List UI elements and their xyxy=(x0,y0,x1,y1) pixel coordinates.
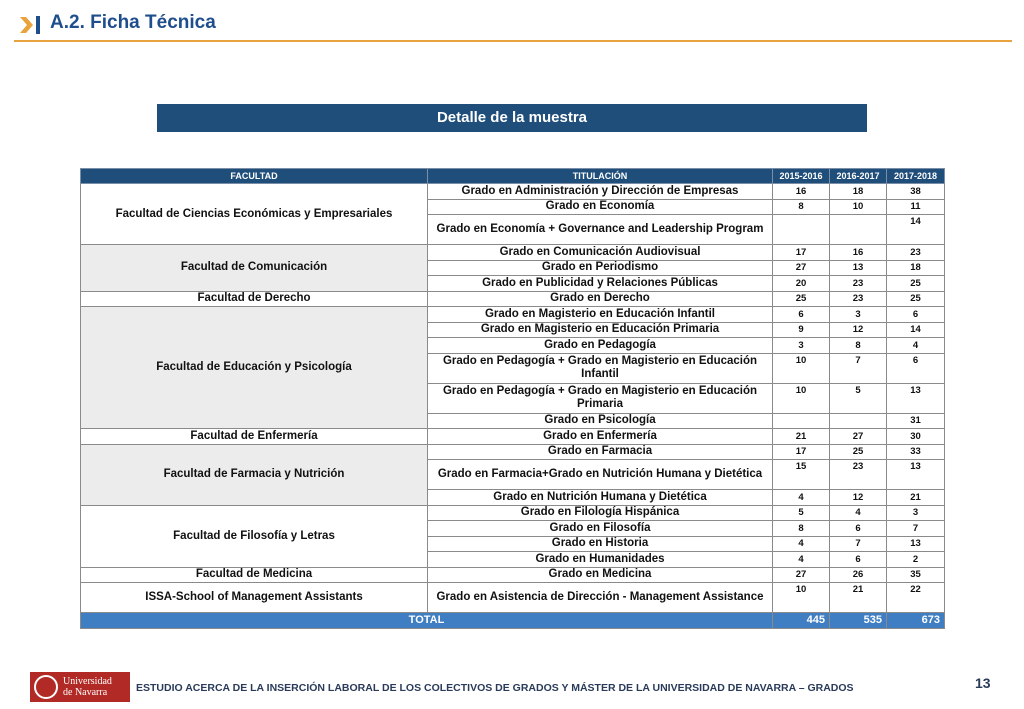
table-row xyxy=(81,245,945,261)
degree-cell: Grado en Periodismo xyxy=(428,260,773,276)
value-cell: 6 xyxy=(830,521,887,537)
degree-cell: Grado en Nutrición Humana y Dietética xyxy=(428,490,773,506)
degree-cell: Grado en Psicología xyxy=(428,413,773,429)
value-cell: 23 xyxy=(830,291,887,307)
value-cell: 18 xyxy=(830,184,887,200)
value-cell: 27 xyxy=(773,260,830,276)
degree-cell: Grado en Enfermería xyxy=(428,429,773,445)
degree-cell: Grado en Asistencia de Dirección - Management Assistance xyxy=(428,583,773,613)
value-cell: 3 xyxy=(830,307,887,323)
table-row xyxy=(81,291,945,307)
value-cell: 13 xyxy=(887,460,945,490)
column-header-degree: TITULACIÓN xyxy=(428,169,773,184)
value-cell: 21 xyxy=(887,490,945,506)
value-cell: 27 xyxy=(773,567,830,583)
degree-cell: Grado en Filosofía xyxy=(428,521,773,537)
table-header-row xyxy=(81,169,945,184)
value-cell: 15 xyxy=(773,460,830,490)
table-row xyxy=(81,567,945,583)
value-cell: 25 xyxy=(887,291,945,307)
value-cell: 9 xyxy=(773,322,830,338)
value-cell: 23 xyxy=(830,276,887,292)
value-cell: 38 xyxy=(887,184,945,200)
value-cell: 30 xyxy=(887,429,945,445)
column-header-2016-2017: 2016-2017 xyxy=(830,169,887,184)
degree-cell: Grado en Publicidad y Relaciones Públicas xyxy=(428,276,773,292)
value-cell: 10 xyxy=(773,583,830,613)
degree-cell: Grado en Pedagogía + Grado en Magisterio en Educación Infantil xyxy=(428,353,773,383)
degree-cell: Grado en Administración y Dirección de Empresas xyxy=(428,184,773,200)
value-cell xyxy=(773,413,830,429)
value-cell: 35 xyxy=(887,567,945,583)
table-row xyxy=(81,184,945,200)
value-cell: 4 xyxy=(773,536,830,552)
value-cell: 6 xyxy=(887,353,945,383)
degree-cell: Grado en Farmacia+Grado en Nutrición Humana y Dietética xyxy=(428,460,773,490)
logo-text: Universidad de Navarra xyxy=(63,676,112,698)
value-cell xyxy=(773,215,830,245)
value-cell: 25 xyxy=(887,276,945,292)
value-cell: 18 xyxy=(887,260,945,276)
value-cell: 20 xyxy=(773,276,830,292)
value-cell: 26 xyxy=(830,567,887,583)
value-cell: 10 xyxy=(773,383,830,413)
degree-cell: Grado en Medicina xyxy=(428,567,773,583)
degree-cell: Grado en Filología Hispánica xyxy=(428,505,773,521)
column-header-2015-2016: 2015-2016 xyxy=(773,169,830,184)
value-cell: 17 xyxy=(773,444,830,460)
value-cell xyxy=(830,413,887,429)
column-header-faculty: FACULTAD xyxy=(81,169,428,184)
value-cell: 6 xyxy=(887,307,945,323)
footer-title: ESTUDIO ACERCA DE LA INSERCIÓN LABORAL DE LOS COLECTIVOS DE GRADOS Y MÁSTER DE LA UNIVERSIDAD DE NAVARRA – GRADOS xyxy=(136,682,854,694)
total-row xyxy=(81,613,945,629)
value-cell: 4 xyxy=(887,338,945,354)
value-cell: 8 xyxy=(773,199,830,215)
degree-cell: Grado en Humanidades xyxy=(428,552,773,568)
value-cell: 5 xyxy=(830,383,887,413)
value-cell: 23 xyxy=(830,460,887,490)
table-row xyxy=(81,505,945,521)
degree-cell: Grado en Economía xyxy=(428,199,773,215)
header-bar xyxy=(14,10,1012,42)
value-cell: 7 xyxy=(830,536,887,552)
table-row xyxy=(81,444,945,460)
value-cell: 8 xyxy=(830,338,887,354)
value-cell: 25 xyxy=(773,291,830,307)
degree-cell: Grado en Comunicación Audiovisual xyxy=(428,245,773,261)
value-cell: 2 xyxy=(887,552,945,568)
total-label: TOTAL xyxy=(81,613,773,629)
value-cell: 11 xyxy=(887,199,945,215)
chevron-right-icon xyxy=(18,14,44,36)
value-cell: 27 xyxy=(830,429,887,445)
value-cell: 10 xyxy=(830,199,887,215)
degree-cell: Grado en Derecho xyxy=(428,291,773,307)
faculty-cell: Facultad de Filosofía y Letras xyxy=(81,505,428,567)
section-banner: Detalle de la muestra xyxy=(157,104,867,132)
value-cell: 12 xyxy=(830,322,887,338)
degree-cell: Grado en Farmacia xyxy=(428,444,773,460)
degree-cell: Grado en Pedagogía + Grado en Magisterio en Educación Primaria xyxy=(428,383,773,413)
value-cell: 4 xyxy=(773,552,830,568)
value-cell: 3 xyxy=(887,505,945,521)
degree-cell: Grado en Magisterio en Educación Primaria xyxy=(428,322,773,338)
degree-cell: Grado en Pedagogía xyxy=(428,338,773,354)
value-cell: 13 xyxy=(830,260,887,276)
degree-cell: Grado en Historia xyxy=(428,536,773,552)
faculty-cell: Facultad de Educación y Psicología xyxy=(81,307,428,429)
faculty-cell: Facultad de Derecho xyxy=(81,291,428,307)
page-number: 13 xyxy=(975,675,991,691)
faculty-cell: Facultad de Comunicación xyxy=(81,245,428,292)
value-cell: 4 xyxy=(773,490,830,506)
value-cell: 25 xyxy=(830,444,887,460)
value-cell: 23 xyxy=(887,245,945,261)
faculty-cell: Facultad de Enfermería xyxy=(81,429,428,445)
value-cell: 21 xyxy=(773,429,830,445)
faculty-cell: ISSA-School of Management Assistants xyxy=(81,583,428,613)
value-cell: 10 xyxy=(773,353,830,383)
value-cell: 16 xyxy=(773,184,830,200)
faculty-cell: Facultad de Medicina xyxy=(81,567,428,583)
total-2015-2016: 445 xyxy=(773,613,830,629)
value-cell: 3 xyxy=(773,338,830,354)
degree-cell: Grado en Economía + Governance and Leadership Program xyxy=(428,215,773,245)
page-title: A.2. Ficha Técnica xyxy=(50,12,216,33)
sample-table xyxy=(80,168,945,629)
value-cell: 13 xyxy=(887,383,945,413)
column-header-2017-2018: 2017-2018 xyxy=(887,169,945,184)
table-row xyxy=(81,429,945,445)
faculty-cell: Facultad de Ciencias Económicas y Empresariales xyxy=(81,184,428,245)
degree-cell: Grado en Magisterio en Educación Infantil xyxy=(428,307,773,323)
value-cell: 14 xyxy=(887,215,945,245)
university-seal-icon xyxy=(34,675,58,699)
value-cell: 13 xyxy=(887,536,945,552)
value-cell: 7 xyxy=(830,353,887,383)
value-cell: 6 xyxy=(773,307,830,323)
value-cell: 22 xyxy=(887,583,945,613)
value-cell xyxy=(830,215,887,245)
value-cell: 6 xyxy=(830,552,887,568)
value-cell: 31 xyxy=(887,413,945,429)
value-cell: 5 xyxy=(773,505,830,521)
table-row xyxy=(81,583,945,613)
value-cell: 7 xyxy=(887,521,945,537)
value-cell: 16 xyxy=(830,245,887,261)
value-cell: 33 xyxy=(887,444,945,460)
total-2017-2018: 673 xyxy=(887,613,945,629)
value-cell: 21 xyxy=(830,583,887,613)
table-row xyxy=(81,307,945,323)
value-cell: 4 xyxy=(830,505,887,521)
total-2016-2017: 535 xyxy=(830,613,887,629)
university-logo xyxy=(30,672,130,702)
faculty-cell: Facultad de Farmacia y Nutrición xyxy=(81,444,428,505)
value-cell: 17 xyxy=(773,245,830,261)
value-cell: 8 xyxy=(773,521,830,537)
value-cell: 12 xyxy=(830,490,887,506)
value-cell: 14 xyxy=(887,322,945,338)
